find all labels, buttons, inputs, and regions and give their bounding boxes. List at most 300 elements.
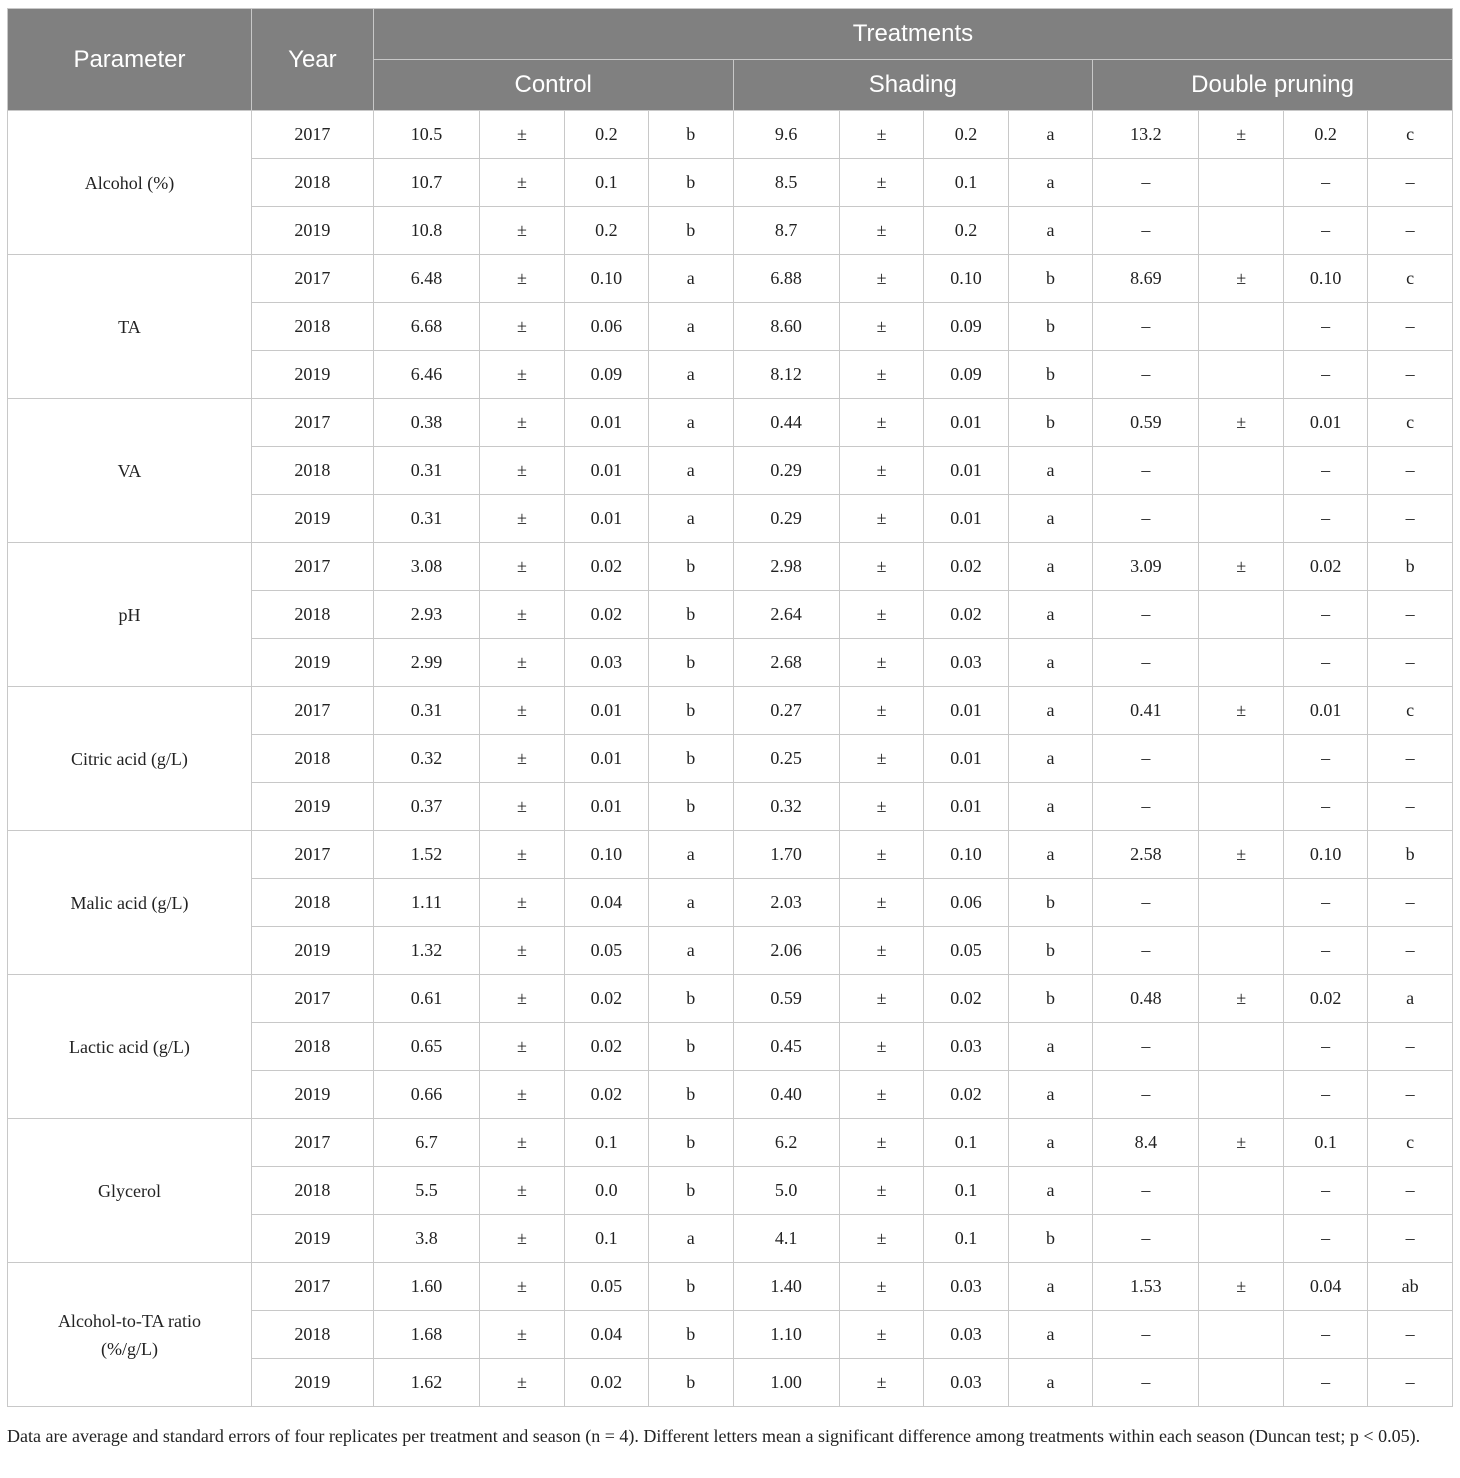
letter-cell: – — [1368, 351, 1453, 399]
pm-cell: ± — [480, 783, 564, 831]
mean-cell: 1.68 — [373, 1311, 479, 1359]
se-cell: 0.02 — [564, 591, 648, 639]
mean-cell: 1.60 — [373, 1263, 479, 1311]
se-cell: 0.03 — [924, 1023, 1008, 1071]
mean-cell: – — [1093, 1359, 1199, 1407]
pm-cell — [1199, 783, 1283, 831]
pm-cell: ± — [839, 1023, 923, 1071]
letter-cell: b — [1008, 351, 1092, 399]
pm-cell: ± — [839, 639, 923, 687]
se-cell: – — [1283, 207, 1367, 255]
year-cell: 2018 — [251, 1167, 373, 1215]
pm-cell: ± — [480, 399, 564, 447]
se-cell: 0.04 — [1283, 1263, 1367, 1311]
mean-cell: 8.4 — [1093, 1119, 1199, 1167]
letter-cell: b — [649, 687, 733, 735]
se-cell: 0.03 — [924, 1311, 1008, 1359]
letter-cell: – — [1368, 735, 1453, 783]
year-cell: 2018 — [251, 1311, 373, 1359]
year-cell: 2019 — [251, 1071, 373, 1119]
mean-cell: 0.45 — [733, 1023, 839, 1071]
year-cell: 2019 — [251, 927, 373, 975]
pm-cell: ± — [839, 591, 923, 639]
pm-cell — [1199, 639, 1283, 687]
se-cell: – — [1283, 1167, 1367, 1215]
letter-cell: b — [649, 783, 733, 831]
letter-cell: – — [1368, 447, 1453, 495]
pm-cell: ± — [480, 351, 564, 399]
letter-cell: b — [649, 1119, 733, 1167]
letter-cell: a — [1008, 543, 1092, 591]
se-cell: 0.10 — [924, 831, 1008, 879]
se-cell: 0.04 — [564, 1311, 648, 1359]
mean-cell: 6.48 — [373, 255, 479, 303]
se-cell: 0.1 — [564, 1119, 648, 1167]
se-cell: 0.2 — [924, 207, 1008, 255]
letter-cell: – — [1368, 1215, 1453, 1263]
letter-cell: a — [649, 351, 733, 399]
letter-cell: a — [1008, 447, 1092, 495]
pm-cell: ± — [839, 543, 923, 591]
letter-cell: b — [1008, 879, 1092, 927]
pm-cell: ± — [480, 879, 564, 927]
pm-cell: ± — [839, 879, 923, 927]
letter-cell: – — [1368, 1359, 1453, 1407]
se-cell: – — [1283, 927, 1367, 975]
se-cell: – — [1283, 735, 1367, 783]
pm-cell: ± — [480, 1167, 564, 1215]
year-cell: 2017 — [251, 1119, 373, 1167]
letter-cell: b — [1008, 927, 1092, 975]
pm-cell: ± — [480, 255, 564, 303]
mean-cell: 2.99 — [373, 639, 479, 687]
pm-cell: ± — [839, 111, 923, 159]
year-cell: 2018 — [251, 303, 373, 351]
mean-cell: 6.2 — [733, 1119, 839, 1167]
mean-cell: 1.40 — [733, 1263, 839, 1311]
mean-cell: 2.64 — [733, 591, 839, 639]
year-cell: 2019 — [251, 207, 373, 255]
mean-cell: 2.93 — [373, 591, 479, 639]
table-body — [8, 111, 1453, 1407]
year-cell: 2018 — [251, 735, 373, 783]
letter-cell: – — [1368, 495, 1453, 543]
mean-cell: 0.31 — [373, 495, 479, 543]
mean-cell: – — [1093, 1071, 1199, 1119]
letter-cell: b — [1008, 303, 1092, 351]
pm-cell: ± — [480, 975, 564, 1023]
year-cell: 2017 — [251, 831, 373, 879]
mean-cell: – — [1093, 1167, 1199, 1215]
table-container — [7, 8, 1453, 1407]
pm-cell: ± — [480, 303, 564, 351]
pm-cell — [1199, 303, 1283, 351]
se-cell: – — [1283, 1311, 1367, 1359]
header-control: Control — [373, 60, 733, 111]
pm-cell: ± — [480, 1119, 564, 1167]
se-cell: 0.03 — [564, 639, 648, 687]
letter-cell: a — [1008, 591, 1092, 639]
pm-cell: ± — [480, 639, 564, 687]
se-cell: 0.10 — [564, 255, 648, 303]
se-cell: 0.02 — [564, 1359, 648, 1407]
pm-cell: ± — [839, 1167, 923, 1215]
pm-cell — [1199, 159, 1283, 207]
se-cell: – — [1283, 351, 1367, 399]
pm-cell: ± — [839, 1119, 923, 1167]
letter-cell: b — [649, 111, 733, 159]
mean-cell: 0.31 — [373, 687, 479, 735]
se-cell: 0.01 — [924, 687, 1008, 735]
mean-cell: 13.2 — [1093, 111, 1199, 159]
pm-cell: ± — [480, 159, 564, 207]
parameter-cell: Glycerol — [8, 1119, 252, 1263]
se-cell: 0.01 — [564, 735, 648, 783]
parameter-cell: TA — [8, 255, 252, 399]
parameter-cell: Malic acid (g/L) — [8, 831, 252, 975]
mean-cell: 10.5 — [373, 111, 479, 159]
pm-cell: ± — [839, 687, 923, 735]
se-cell: 0.06 — [564, 303, 648, 351]
letter-cell: b — [649, 1023, 733, 1071]
se-cell: 0.03 — [924, 1359, 1008, 1407]
se-cell: 0.03 — [924, 639, 1008, 687]
se-cell: 0.02 — [924, 975, 1008, 1023]
pm-cell — [1199, 1359, 1283, 1407]
mean-cell: 6.68 — [373, 303, 479, 351]
mean-cell: 0.65 — [373, 1023, 479, 1071]
mean-cell: 1.70 — [733, 831, 839, 879]
se-cell: 0.2 — [564, 207, 648, 255]
mean-cell: 8.60 — [733, 303, 839, 351]
mean-cell: 10.8 — [373, 207, 479, 255]
results-table — [7, 8, 1453, 1407]
pm-cell: ± — [480, 687, 564, 735]
se-cell: 0.02 — [924, 543, 1008, 591]
letter-cell: b — [649, 207, 733, 255]
se-cell: 0.1 — [1283, 1119, 1367, 1167]
letter-cell: b — [649, 591, 733, 639]
pm-cell: ± — [480, 111, 564, 159]
se-cell: 0.02 — [1283, 543, 1367, 591]
pm-cell — [1199, 1167, 1283, 1215]
mean-cell: – — [1093, 783, 1199, 831]
year-cell: 2017 — [251, 1263, 373, 1311]
pm-cell: ± — [480, 495, 564, 543]
letter-cell: a — [1008, 159, 1092, 207]
letter-cell: b — [649, 543, 733, 591]
mean-cell: – — [1093, 207, 1199, 255]
header-double-pruning: Double pruning — [1093, 60, 1453, 111]
mean-cell: 4.1 — [733, 1215, 839, 1263]
pm-cell: ± — [839, 303, 923, 351]
table-row — [8, 399, 1453, 447]
se-cell: 0.09 — [924, 351, 1008, 399]
se-cell: 0.0 — [564, 1167, 648, 1215]
mean-cell: 3.8 — [373, 1215, 479, 1263]
mean-cell: – — [1093, 1311, 1199, 1359]
pm-cell: ± — [480, 591, 564, 639]
letter-cell: a — [1008, 1263, 1092, 1311]
se-cell: 0.1 — [924, 1119, 1008, 1167]
year-cell: 2017 — [251, 111, 373, 159]
se-cell: 0.01 — [924, 783, 1008, 831]
se-cell: 0.09 — [564, 351, 648, 399]
year-cell: 2018 — [251, 591, 373, 639]
letter-cell: b — [1008, 399, 1092, 447]
se-cell: 0.01 — [564, 399, 648, 447]
year-cell: 2019 — [251, 639, 373, 687]
letter-cell: b — [1008, 255, 1092, 303]
mean-cell: 1.32 — [373, 927, 479, 975]
pm-cell: ± — [839, 1359, 923, 1407]
letter-cell: b — [649, 1359, 733, 1407]
mean-cell: – — [1093, 735, 1199, 783]
se-cell: 0.1 — [564, 1215, 648, 1263]
letter-cell: c — [1368, 255, 1453, 303]
pm-cell — [1199, 495, 1283, 543]
letter-cell: b — [1008, 975, 1092, 1023]
mean-cell: 8.12 — [733, 351, 839, 399]
mean-cell: – — [1093, 159, 1199, 207]
letter-cell: a — [1008, 1167, 1092, 1215]
se-cell: – — [1283, 783, 1367, 831]
letter-cell: b — [649, 1263, 733, 1311]
mean-cell: 0.66 — [373, 1071, 479, 1119]
se-cell: 0.09 — [924, 303, 1008, 351]
parameter-cell: Lactic acid (g/L) — [8, 975, 252, 1119]
year-cell: 2019 — [251, 783, 373, 831]
pm-cell: ± — [839, 255, 923, 303]
parameter-cell: Alcohol-to-TA ratio (%/g/L) — [8, 1263, 252, 1407]
year-cell: 2019 — [251, 1359, 373, 1407]
year-cell: 2017 — [251, 255, 373, 303]
se-cell: – — [1283, 1071, 1367, 1119]
mean-cell: – — [1093, 591, 1199, 639]
se-cell: 0.01 — [564, 447, 648, 495]
table-footnote: Data are average and standard errors of four replicates per treatment and season (n = 4). Different letters mean a significant difference among treatments within each season (Duncan test; p < 0.05). — [7, 1426, 1421, 1446]
letter-cell: – — [1368, 639, 1453, 687]
mean-cell: 1.00 — [733, 1359, 839, 1407]
letter-cell: c — [1368, 687, 1453, 735]
pm-cell — [1199, 1023, 1283, 1071]
table-row — [8, 111, 1453, 159]
letter-cell: a — [1008, 1359, 1092, 1407]
se-cell: 0.01 — [1283, 687, 1367, 735]
pm-cell — [1199, 879, 1283, 927]
mean-cell: 1.62 — [373, 1359, 479, 1407]
mean-cell: 10.7 — [373, 159, 479, 207]
mean-cell: 0.27 — [733, 687, 839, 735]
table-row — [8, 1119, 1453, 1167]
letter-cell: – — [1368, 783, 1453, 831]
pm-cell: ± — [1199, 831, 1283, 879]
year-cell: 2019 — [251, 351, 373, 399]
year-cell: 2018 — [251, 159, 373, 207]
pm-cell: ± — [480, 1311, 564, 1359]
se-cell: 0.2 — [564, 111, 648, 159]
mean-cell: 6.7 — [373, 1119, 479, 1167]
se-cell: – — [1283, 303, 1367, 351]
header-parameter: Parameter — [8, 9, 252, 111]
pm-cell: ± — [839, 975, 923, 1023]
letter-cell: b — [1368, 543, 1453, 591]
year-cell: 2018 — [251, 1023, 373, 1071]
mean-cell: 1.52 — [373, 831, 479, 879]
pm-cell: ± — [480, 447, 564, 495]
se-cell: – — [1283, 879, 1367, 927]
se-cell: 0.2 — [924, 111, 1008, 159]
se-cell: 0.01 — [924, 447, 1008, 495]
mean-cell: 1.53 — [1093, 1263, 1199, 1311]
letter-cell: – — [1368, 1167, 1453, 1215]
mean-cell: 1.11 — [373, 879, 479, 927]
mean-cell: 3.08 — [373, 543, 479, 591]
pm-cell — [1199, 1311, 1283, 1359]
se-cell: – — [1283, 639, 1367, 687]
pm-cell: ± — [1199, 1263, 1283, 1311]
letter-cell: b — [649, 735, 733, 783]
pm-cell: ± — [480, 927, 564, 975]
letter-cell: a — [1008, 1023, 1092, 1071]
pm-cell: ± — [1199, 975, 1283, 1023]
pm-cell: ± — [480, 1359, 564, 1407]
letter-cell: – — [1368, 1023, 1453, 1071]
letter-cell: a — [1008, 1071, 1092, 1119]
pm-cell: ± — [1199, 111, 1283, 159]
year-cell: 2018 — [251, 447, 373, 495]
pm-cell — [1199, 447, 1283, 495]
pm-cell: ± — [839, 351, 923, 399]
pm-cell: ± — [839, 399, 923, 447]
table-row — [8, 255, 1453, 303]
se-cell: – — [1283, 447, 1367, 495]
pm-cell: ± — [480, 1263, 564, 1311]
mean-cell: 8.5 — [733, 159, 839, 207]
se-cell: 0.2 — [1283, 111, 1367, 159]
se-cell: – — [1283, 591, 1367, 639]
pm-cell: ± — [480, 831, 564, 879]
letter-cell: a — [1368, 975, 1453, 1023]
year-cell: 2017 — [251, 975, 373, 1023]
letter-cell: a — [1008, 687, 1092, 735]
mean-cell: 0.59 — [1093, 399, 1199, 447]
pm-cell: ± — [480, 207, 564, 255]
letter-cell: b — [649, 639, 733, 687]
table-row — [8, 687, 1453, 735]
mean-cell: 3.09 — [1093, 543, 1199, 591]
mean-cell: 0.38 — [373, 399, 479, 447]
mean-cell: 1.10 — [733, 1311, 839, 1359]
mean-cell: 9.6 — [733, 111, 839, 159]
se-cell: 0.01 — [924, 495, 1008, 543]
pm-cell: ± — [839, 831, 923, 879]
pm-cell: ± — [480, 543, 564, 591]
mean-cell: 6.88 — [733, 255, 839, 303]
letter-cell: b — [1008, 1215, 1092, 1263]
letter-cell: a — [1008, 111, 1092, 159]
se-cell: 0.1 — [924, 159, 1008, 207]
letter-cell: a — [649, 831, 733, 879]
pm-cell: ± — [839, 735, 923, 783]
mean-cell: 8.69 — [1093, 255, 1199, 303]
pm-cell — [1199, 591, 1283, 639]
year-cell: 2018 — [251, 879, 373, 927]
mean-cell: – — [1093, 495, 1199, 543]
parameter-cell: Alcohol (%) — [8, 111, 252, 255]
pm-cell: ± — [1199, 399, 1283, 447]
mean-cell: 8.7 — [733, 207, 839, 255]
se-cell: 0.02 — [564, 543, 648, 591]
letter-cell: c — [1368, 399, 1453, 447]
letter-cell: b — [649, 159, 733, 207]
se-cell: 0.1 — [564, 159, 648, 207]
se-cell: 0.10 — [1283, 831, 1367, 879]
pm-cell: ± — [1199, 543, 1283, 591]
pm-cell: ± — [839, 1215, 923, 1263]
letter-cell: b — [649, 1071, 733, 1119]
mean-cell: 0.61 — [373, 975, 479, 1023]
se-cell: 0.05 — [564, 1263, 648, 1311]
mean-cell: 0.48 — [1093, 975, 1199, 1023]
se-cell: 0.1 — [924, 1167, 1008, 1215]
letter-cell: a — [649, 399, 733, 447]
se-cell: 0.01 — [564, 687, 648, 735]
year-cell: 2017 — [251, 687, 373, 735]
pm-cell: ± — [839, 159, 923, 207]
mean-cell: 0.32 — [373, 735, 479, 783]
mean-cell: 0.32 — [733, 783, 839, 831]
se-cell: 0.02 — [564, 1023, 648, 1071]
se-cell: 0.04 — [564, 879, 648, 927]
mean-cell: – — [1093, 1023, 1199, 1071]
se-cell: 0.10 — [924, 255, 1008, 303]
se-cell: 0.02 — [924, 1071, 1008, 1119]
letter-cell: a — [1008, 1119, 1092, 1167]
se-cell: – — [1283, 495, 1367, 543]
pm-cell: ± — [480, 735, 564, 783]
se-cell: 0.1 — [924, 1215, 1008, 1263]
pm-cell: ± — [839, 207, 923, 255]
year-cell: 2019 — [251, 495, 373, 543]
se-cell: 0.10 — [564, 831, 648, 879]
letter-cell: a — [1008, 1311, 1092, 1359]
letter-cell: a — [649, 495, 733, 543]
letter-cell: – — [1368, 159, 1453, 207]
letter-cell: c — [1368, 111, 1453, 159]
letter-cell: a — [1008, 831, 1092, 879]
mean-cell: 0.29 — [733, 495, 839, 543]
pm-cell — [1199, 735, 1283, 783]
letter-cell: a — [649, 255, 733, 303]
letter-cell: a — [1008, 783, 1092, 831]
se-cell: 0.02 — [564, 1071, 648, 1119]
header-treatments: Treatments — [373, 9, 1452, 60]
letter-cell: a — [1008, 735, 1092, 783]
letter-cell: – — [1368, 879, 1453, 927]
se-cell: 0.01 — [924, 399, 1008, 447]
mean-cell: 0.29 — [733, 447, 839, 495]
pm-cell — [1199, 207, 1283, 255]
se-cell: 0.05 — [924, 927, 1008, 975]
mean-cell: 0.41 — [1093, 687, 1199, 735]
letter-cell: b — [649, 1167, 733, 1215]
mean-cell: 0.25 — [733, 735, 839, 783]
se-cell: – — [1283, 159, 1367, 207]
mean-cell: – — [1093, 303, 1199, 351]
table-row — [8, 1263, 1453, 1311]
table-row — [8, 975, 1453, 1023]
